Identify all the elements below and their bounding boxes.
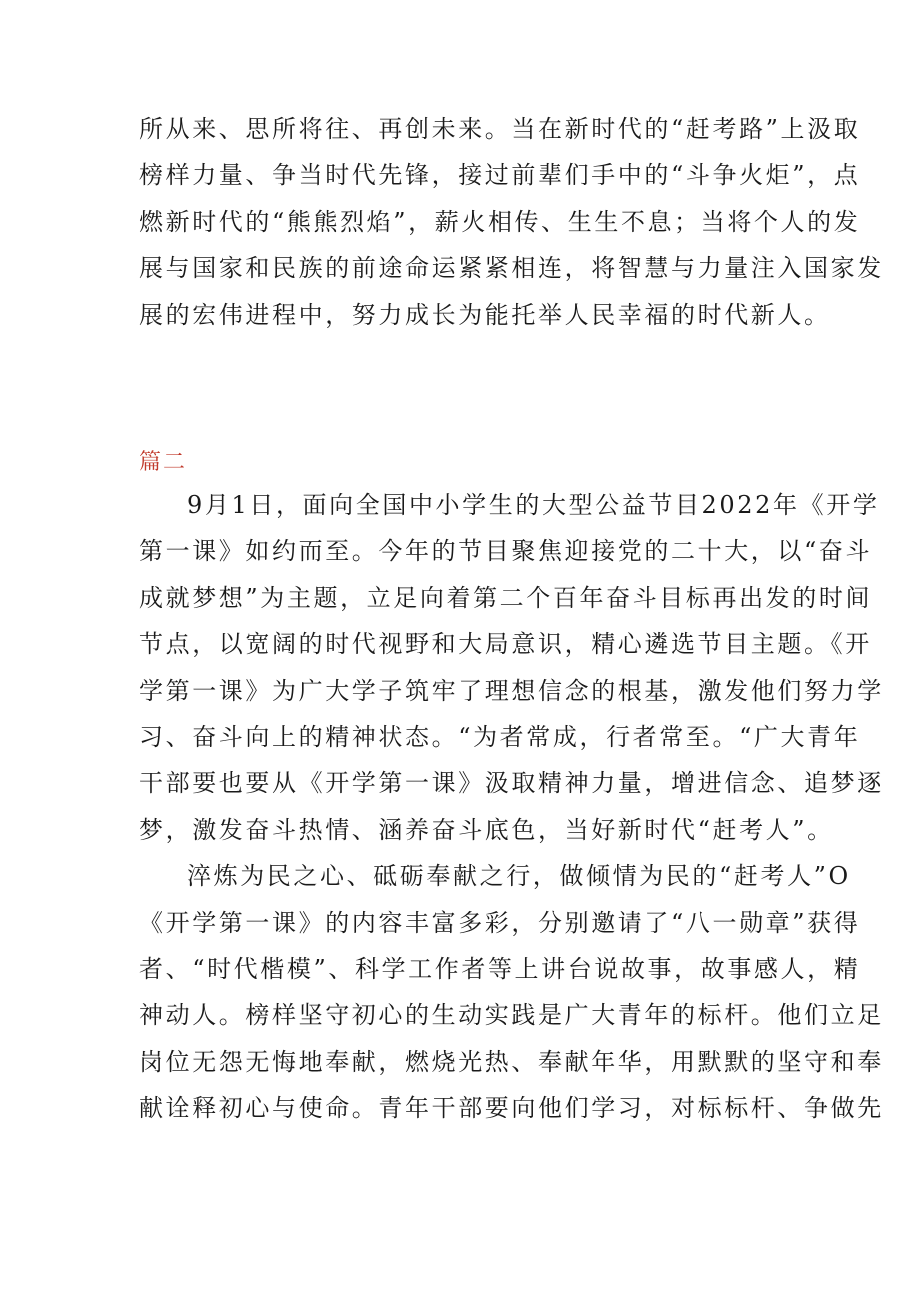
text-line: 所从来、思所将往、再创未来。当在新时代的“赶考路”上汲取 — [139, 115, 861, 143]
text-line: 献诠释初心与使命。青年干部要向他们学习，对标标杆、争做先 — [139, 1094, 884, 1123]
text-line: 展的宏伟进程中，努力成长为能托举人民幸福的时代新人。 — [139, 300, 831, 329]
section-heading: 篇二 — [139, 450, 188, 475]
continuation-paragraph — [139, 106, 884, 338]
text-line: 《开学第一课》的内容丰富多彩，分别邀请了“八一勋章”获得 — [139, 908, 861, 937]
text-line: 榜样力量、争当时代先锋，接过前辈们手中的“斗争火炬”，点 — [139, 161, 861, 190]
paragraph-first-line: 淬炼为民之心、砥砺奉献之行，做倾情为民的“赶考人”O — [187, 862, 851, 891]
text-line: 干部要也要从《开学第一课》汲取精神力量，增进信念、追梦逐 — [139, 769, 884, 798]
text-line: 学第一课》为广大学子筑牢了理想信念的根基，激发他们努力学 — [139, 676, 884, 705]
text-line: 者、“时代楷模”、科学工作者等上讲台说故事，故事感人，精 — [139, 954, 861, 983]
text-line: 节点，以宽阔的时代视野和大局意识，精心遴选节目主题。《开 — [139, 630, 872, 659]
text-line: 梦，激发奋斗热情、涵养奋斗底色，当好新时代“赶考人”。 — [139, 815, 834, 844]
text-line: 成就梦想”为主题，立足向着第二个百年奋斗目标再出发的时间 — [139, 583, 873, 612]
text-line: 岗位无怨无悔地奉献，燃烧光热、奉献年华，用默默的坚守和奉 — [139, 1047, 884, 1076]
text-line: 燃新时代的“熊熊烈焰”，薪火相传、生生不息；当将个人的发 — [139, 207, 861, 236]
paragraph-first-line: 9月1日，面向全国中小学生的大型公益节目2022年《开学 — [187, 491, 880, 519]
text-line: 习、奋斗向上的精神状态。“为者常成，行者常至。“广大青年 — [139, 722, 861, 751]
section-two-body — [139, 482, 884, 1131]
text-line: 第一课》如约而至。今年的节目聚焦迎接党的二十大，以“奋斗 — [139, 537, 873, 566]
text-line: 展与国家和民族的前途命运紧紧相连，将智慧与力量注入国家发 — [139, 254, 884, 283]
text-line: 神动人。榜样坚守初心的生动实践是广大青年的标杆。他们立足 — [139, 1001, 884, 1030]
